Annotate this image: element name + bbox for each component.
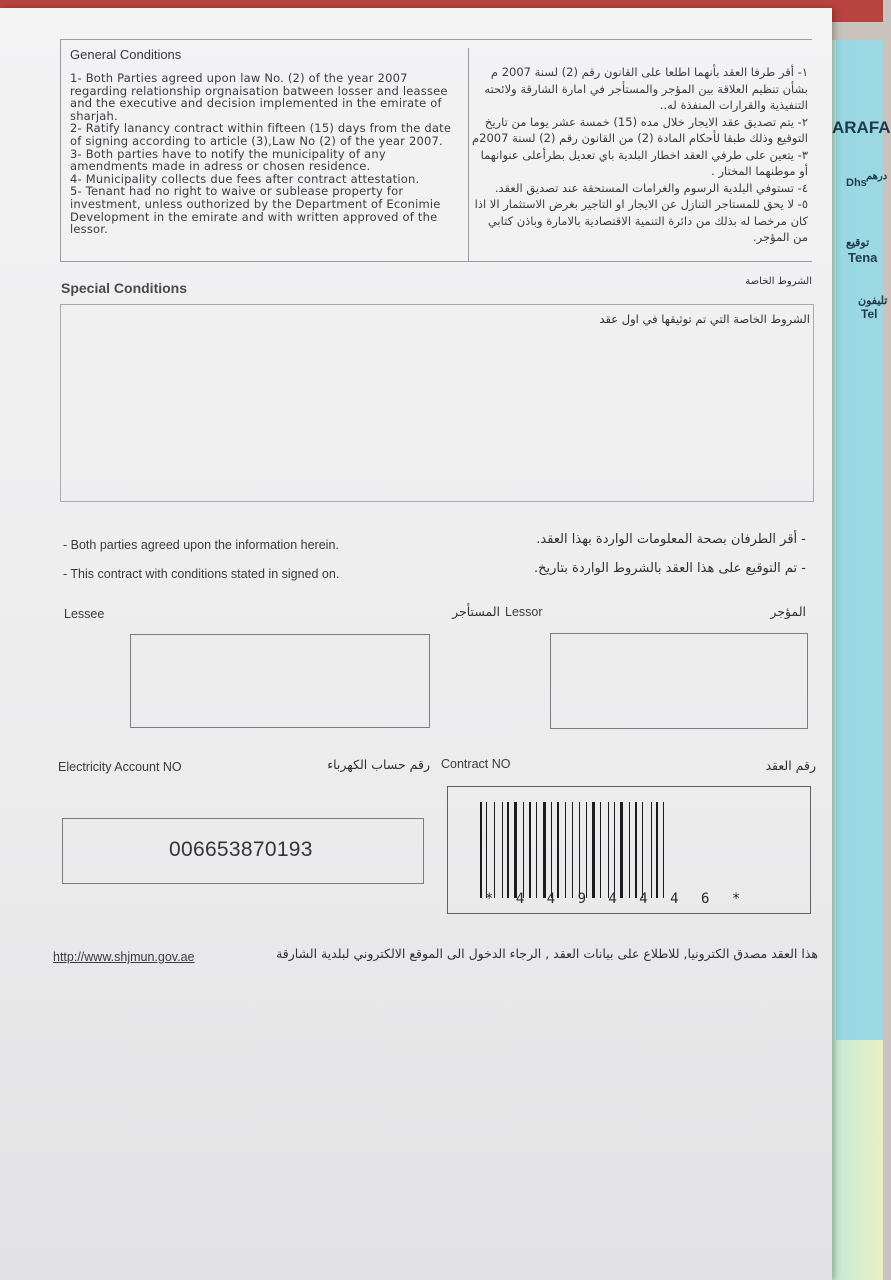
general-en-line: 1- Both Parties agreed upon law No. (2) of the year 2007 <box>70 71 408 85</box>
lessor-ar-label: المؤجر <box>770 604 806 619</box>
barcode-bar <box>592 802 595 898</box>
agreement-ar-line-2: - تم التوقيع على هذا العقد بالشروط الواردة بتاريخ. <box>533 561 806 576</box>
general-en-line: regarding relationship orgnaisation batween losser and leassee <box>70 83 448 98</box>
barcode-bar <box>565 802 566 898</box>
barcode-number: * 4 4 9 4 4 4 6 * <box>485 891 748 907</box>
general-en-line: 2- Ratify lanancy contract within fifteen (15) days from the date <box>70 121 452 136</box>
special-conditions-ar-note: الشروط الخاصة التي تم توثيقها في اول عقد <box>599 312 810 326</box>
barcode-bar <box>666 802 668 898</box>
general-conditions-english <box>70 72 451 236</box>
barcode-bar <box>567 802 570 898</box>
general-ar-line: ٣- يتعين على طرفي العقد اخطار البلدية باي تعديل بطرأعلى عنوانهما <box>480 147 808 162</box>
electricity-account-label: Electricity Account NO <box>58 760 182 774</box>
barcode-bar <box>620 802 623 898</box>
barcode-bar <box>536 802 537 898</box>
barcode-bar <box>512 802 513 898</box>
barcode-bar <box>656 802 658 898</box>
lessee-signature-box[interactable] <box>130 634 430 728</box>
barcode-bar <box>653 802 654 898</box>
general-bottom-rule <box>60 261 812 262</box>
general-ar-line: كان مرخصا له بذلك من دائرة التنمية الاقتصادية بالامارة وباذن كتابي <box>487 213 808 228</box>
general-top-rule <box>60 39 812 40</box>
barcode-bar <box>534 802 535 898</box>
barcode-bar <box>529 802 531 898</box>
barcode-bar <box>576 802 578 898</box>
barcode-bar <box>618 802 619 898</box>
agreement-en-line-2: - This contract with conditions stated in signed on. <box>63 567 340 581</box>
barcode-bar <box>483 802 484 898</box>
barcode-bar <box>614 802 615 898</box>
general-en-line: 5- Tenant had no right to waive or sublease property for <box>70 184 404 199</box>
barcode-bar <box>494 802 495 898</box>
general-en-line: Development in the emirate and with written approved of the <box>70 209 438 224</box>
barcode-bar <box>610 802 612 898</box>
electronic-attestation-note: هذا العقد مصدق الكترونيا, للاطلاع على بيانات العقد , الرجاء الدخول الى الموقع الالكتروني لبلدية الشارقة <box>276 946 818 961</box>
underlying-tel-label: Tel <box>861 307 878 321</box>
general-ar-line: أو موطنهما المختار . <box>711 164 808 178</box>
special-conditions-ar-title: الشروط الخاصة <box>745 276 812 287</box>
general-ar-line: ٥- لا يحق للمستاجر التنازل عن الايجار او التاجير بغرض الاستثمار الا اذا <box>474 197 808 211</box>
underlying-tel-ar-label: تليفون <box>858 295 888 307</box>
barcode-bar <box>640 802 641 898</box>
contract-barcode <box>480 802 740 898</box>
underlying-dhs-label: Dhs <box>846 177 867 189</box>
general-en-line: 4- Municipality collects due fees after contract attestation. <box>70 171 420 186</box>
barcode-bar <box>490 802 493 898</box>
barcode-bar <box>539 802 540 898</box>
general-ar-line: التنفيذية والقرارات المنفذة له.. <box>659 98 808 112</box>
general-en-line: sharjah. <box>70 108 118 123</box>
barcode-bar <box>523 802 524 898</box>
barcode-bar <box>642 802 643 898</box>
underlying-tenant-ar-label: توقيع <box>846 237 870 249</box>
agreement-en-line-1: - Both parties agreed upon the information herein. <box>63 538 339 552</box>
general-ar-line: ١- أقر طرفا العقد بأنهما اطلعا على القانون رقم (2) لسنة 2007 م <box>490 65 808 79</box>
barcode-bar <box>635 802 637 898</box>
general-ar-line: ٢- يتم تصديق عقد الايجار خلال مده (15) خمسة عشر يوما من تاريخ <box>484 114 808 129</box>
barcode-bar <box>625 802 626 898</box>
lessor-label: Lessor <box>505 605 543 619</box>
barcode-bar <box>507 802 509 898</box>
general-en-line: 3- Both parties have to notify the municipality of any <box>70 146 386 161</box>
underlying-arafa-text: ARAFA <box>832 118 891 137</box>
barcode-bar <box>629 802 630 898</box>
barcode-bar <box>663 802 664 898</box>
barcode-bar <box>600 802 601 898</box>
general-left-rule <box>60 39 61 261</box>
barcode-bar <box>661 802 662 898</box>
barcode-bar <box>603 802 605 898</box>
general-ar-line: من المؤجر. <box>753 230 808 244</box>
special-conditions-box <box>60 304 814 502</box>
barcode-bar <box>586 802 587 898</box>
underlying-blue-stripe <box>836 40 883 1040</box>
barcode-bar <box>608 802 609 898</box>
agreement-ar-line-1: - أقر الطرفان بصحة المعلومات الواردة بهذا العقد. <box>536 532 806 547</box>
barcode-bar <box>514 802 517 898</box>
barcode-bar <box>502 802 503 898</box>
municipality-website-link[interactable]: http://www.shjmun.gov.ae <box>53 950 195 964</box>
special-conditions-title: Special Conditions <box>61 280 188 296</box>
general-en-line: of signing according to article (3),Law No (2) of the year 2007. <box>70 133 443 148</box>
contract-no-label: Contract NO <box>441 757 511 771</box>
general-en-line: amendments made in adress or chosen residence. <box>70 159 371 174</box>
barcode-bar <box>651 802 652 898</box>
barcode-bar <box>561 802 562 898</box>
contract-no-ar-label: رقم العقد <box>765 758 816 773</box>
barcode-bar <box>547 802 549 898</box>
general-ar-line: بشأن تنظيم العلاقة بين المؤجر والمستأجر في امارة الشارقة ولائحته <box>484 81 808 96</box>
barcode-bar <box>543 802 546 898</box>
lessor-signature-box[interactable] <box>550 633 808 729</box>
barcode-bar <box>519 802 520 898</box>
general-en-line: lessor. <box>70 222 109 237</box>
general-ar-line: ٤- تستوفي البلدية الرسوم والغرامات المستحقة عند تصديق العقد. <box>494 180 808 195</box>
underlying-dhs-ar-label: درهم <box>866 171 888 182</box>
general-en-line: and the executive and decision implemented in the emirate of <box>70 96 442 111</box>
general-ar-line: التوقيع وذلك طبقا لأحكام المادة (2) من القانون رقم (2) لسنة 2007م <box>472 131 808 145</box>
barcode-bar <box>557 802 559 898</box>
underlying-tenant-label: Tena <box>848 250 878 265</box>
barcode-bar <box>497 802 499 898</box>
barcode-bar <box>645 802 648 898</box>
barcode-bar <box>525 802 527 898</box>
general-en-line: investment, unless outhorized by the Department of Econimie <box>70 196 441 211</box>
barcode-bar <box>551 802 552 898</box>
barcode-bar <box>480 802 482 898</box>
barcode-bar <box>572 802 573 898</box>
barcode-bar <box>582 802 583 898</box>
general-conditions-title: General Conditions <box>70 47 182 62</box>
barcode-bar <box>631 802 633 898</box>
lessee-label: Lessee <box>64 607 105 621</box>
electricity-account-value: 006653870193 <box>169 838 313 861</box>
general-conditions-arabic <box>474 64 808 246</box>
barcode-bar <box>598 802 599 898</box>
lessee-ar-label: المستأجر <box>452 604 500 619</box>
barcode-bar <box>504 802 505 898</box>
electricity-account-ar-label: رقم حساب الكهرباء <box>327 757 430 772</box>
barcode-bar <box>486 802 487 898</box>
barcode-bar <box>579 802 580 898</box>
barcode-bar <box>555 802 556 898</box>
contract-page <box>0 8 832 1280</box>
general-center-divider <box>468 48 469 262</box>
barcode-bar <box>588 802 590 898</box>
